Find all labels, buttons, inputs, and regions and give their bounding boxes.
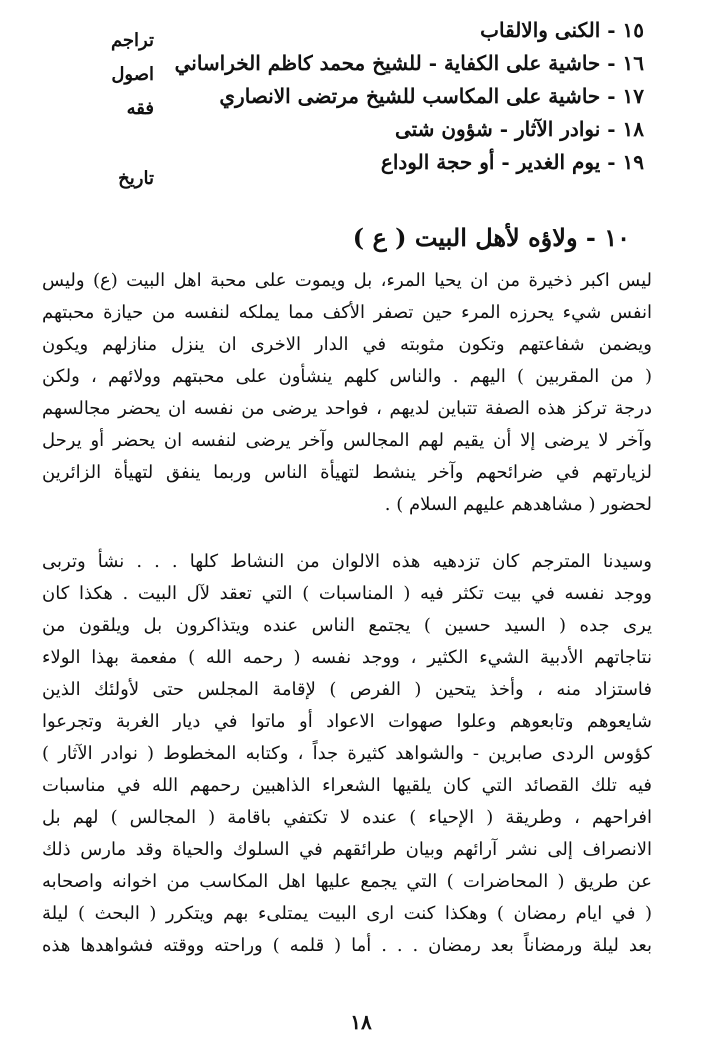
list-item: ١٩ - يوم الغدير - أو حجة الوداع [380, 150, 644, 174]
page-number: ١٨ [350, 1010, 372, 1034]
text-line: درجة تركز هذه الصفة تتباين لديهم ، فواحد يرضى من نفسه ان يحضر مجالسهم [42, 398, 652, 419]
text-line: بعد ليلة ورمضاناً بعد رمضان . . . أما ( قلمه ) وراحته ووقته فشواهدها هذه [42, 935, 652, 956]
section-heading: ١٠ - ولاؤه لأهل البيت ( ع ) [352, 223, 630, 252]
paragraph-1 [42, 265, 652, 521]
text-line: كؤوس الردى صابرين - والشواهد كثيرة جداً ، وكتابه المخطوط ( نوادر الآثار ) [42, 743, 652, 764]
text-line: الانصراف إلى نشر آرائهم وبيان طرائقهم في السلوك والحياة وقد مارس ذلك [42, 839, 652, 860]
text-line: ويضمن شفاعتهم وتكون مثوبته في الدار الاخرى ان ينزل منازلهم ويكون [42, 334, 652, 355]
margin-note-biographies: تراجم [110, 30, 154, 51]
text-line: ليس اكبر ذخيرة من ان يحيا المرء، بل ويموت على محبة اهل البيت (ع) وليس [42, 270, 652, 291]
text-line: وآخر لا يرضى إلا أن يقيم لهم المجالس وآخر يرضى لنفسه ان يحضر أو يرحل [42, 430, 652, 451]
margin-note-history: تاريخ [118, 168, 154, 189]
list-item: ١٨ - نوادر الآثار - شؤون شتى [394, 117, 644, 141]
text-line: ( في ايام رمضان ) وهكذا كنت ارى البيت يمتلىء بهم ويتكرر ( البحث ) ليلة [42, 903, 652, 924]
text-line: ( من المقربين ) اليهم . والناس كلهم ينشأون على محبتهم وولائهم ، ولكن [42, 366, 652, 387]
text-line: لحضور ( مشاهدهم عليهم السلام ) . [384, 494, 652, 515]
bibliography-list [174, 14, 644, 179]
margin-note-jurisprudence: فقه [126, 98, 154, 119]
paragraph-2 [42, 546, 652, 962]
text-line: ووجد نفسه في بيت تكثر فيه ( المناسبات ) التي تعقد لآل البيت . هكذا كان [42, 583, 652, 604]
text-line: يرى جده ( السيد حسين ) يجتمع الناس عنده ويتذاكرون بل ويلقون من [42, 615, 652, 636]
text-line: لزيارتهم في ضرائحهم وآخر ينشط لتهيأة الناس وربما ينفق لتهيأة الزائرين [42, 462, 652, 483]
list-item: ١٥ - الكنى والالقاب [480, 18, 644, 42]
text-line: عن طريق ( المحاضرات ) التي يجمع عليها اهل المكاسب من اخوانه واصحابه [42, 871, 652, 892]
text-line: نتاجاتهم الأدبية الشيء الكثير ، ووجد نفسه ( رحمه الله ) مفعمة بهذا الولاء [42, 647, 652, 668]
text-line: فيه تلك القصائد التي كان يلقيها الشعراء الذاهبين رحمهم الله في مناسبات [42, 775, 652, 796]
list-item: ١٦ - حاشية على الكفاية - للشيخ محمد كاظم الخراساني [174, 51, 644, 75]
text-line: فاستزاد منه ، وأخذ يتحين ( الفرص ) لإقامة المجلس حتى لأولئك الذين [42, 679, 652, 700]
text-line: شايعوهم وتابعوهم وعلوا صهوات الاعواد أو ماتوا في ديار الغربة وتجرعوا [42, 711, 652, 732]
text-line: وسيدنا المترجم كان تزدهيه هذه الالوان من النشاط كلها . . . نشأ وتربى [42, 551, 652, 572]
text-line: افراحهم ، وطريقة ( الإحياء ) عنده لا تكتفي باقامة ( المجالس ) لهم بل [42, 807, 652, 828]
margin-note-principles: اصول [111, 64, 154, 85]
text-line: انفس شيء يحرزه المرء حين تصفر الأكف مما يملكه لنفسه من حيازة محبتهم [42, 302, 652, 323]
list-item: ١٧ - حاشية على المكاسب للشيخ مرتضى الانصاري [219, 84, 644, 108]
